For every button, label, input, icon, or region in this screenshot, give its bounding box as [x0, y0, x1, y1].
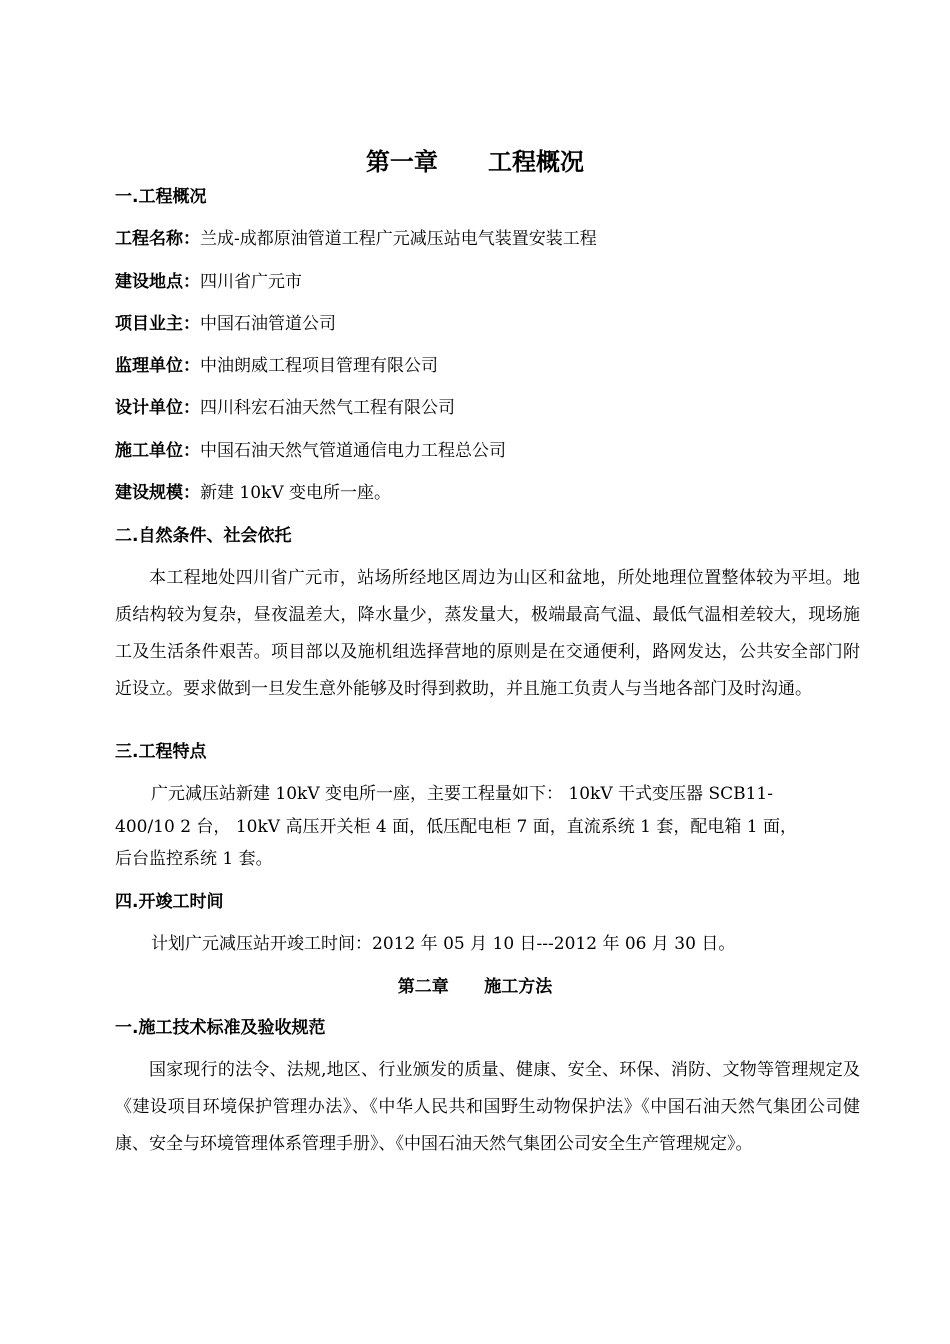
info-row-owner — [115, 310, 336, 338]
info-label: 监理单位： — [115, 356, 200, 376]
info-label: 施工单位： — [115, 441, 200, 461]
standards-paragraph: 国家现行的法令、法规,地区、行业颁发的质量、健康、安全、环保、消防、文物等管理规定及《建设项目环境保护管理办法》、《中华人民共和国野生动物保护法》《中国石油天然气集团公司健康、安全与环境管理体系管理手册》、《中国石油天然气集团公司安全生产管理规定》。 — [115, 1060, 860, 1154]
info-row-designer — [115, 394, 455, 422]
info-row-scale — [115, 479, 391, 507]
features-line-2: 400/10 2 台， 10kV 高压开关柜 4 面，低压配电柜 7 面，直流系统 1 套，配电箱 1 面， — [115, 817, 797, 837]
info-value: 中国石油管道公司 — [200, 314, 336, 334]
section-heading-natural-conditions: 二.自然条件、社会依托 — [115, 526, 292, 546]
chapter1-title: 第一章 工程概况 — [365, 148, 585, 176]
section-heading-overview: 一.工程概况 — [115, 187, 207, 207]
info-value: 中油朗威工程项目管理有限公司 — [200, 356, 438, 376]
info-value: 中国石油天然气管道通信电力工程总公司 — [200, 441, 506, 461]
section-heading-schedule: 四.开竣工时间 — [115, 892, 224, 912]
info-value: 兰成-成都原油管道工程广元减压站电气装置安装工程 — [200, 229, 597, 249]
info-row-project-name — [115, 225, 597, 253]
features-line-1: 广元减压站新建 10kV 变电所一座，主要工程量如下： 10kV 干式变压器 SCB11- — [151, 784, 773, 804]
info-value: 新建 10kV 变电所一座。 — [200, 483, 392, 503]
info-row-location — [115, 268, 302, 296]
chapter2-title: 第二章 施工方法 — [397, 977, 553, 997]
info-label: 建设地点： — [115, 272, 200, 292]
info-label: 工程名称： — [115, 229, 200, 249]
features-line-3: 后台监控系统 1 套。 — [115, 849, 273, 869]
section-heading-features: 三.工程特点 — [115, 742, 207, 762]
info-row-contractor — [115, 437, 506, 465]
section-heading-standards: 一.施工技术标准及验收规范 — [115, 1018, 326, 1038]
info-value: 四川省广元市 — [200, 272, 302, 292]
info-label: 建设规模： — [115, 483, 200, 503]
schedule-text: 计划广元减压站开竣工时间：2012 年 05 月 10 日---2012 年 06 月 30 日。 — [151, 934, 736, 954]
info-row-supervisor — [115, 352, 438, 380]
natural-conditions-paragraph: 本工程地处四川省广元市，站场所经地区周边为山区和盆地，所处地理位置整体较为平坦。地质结构较为复杂，昼夜温差大，降水量少，蒸发量大，极端最高气温、最低气温相差较大，现场施工及生活条件艰苦。项目部以及施机组选择营地的原则是在交通便利，路网发达，公共安全部门附近设立。要求做到一旦发生意外能够及时得到救助，并且施工负责人与当地各部门及时沟通。 — [115, 568, 860, 699]
info-label: 项目业主： — [115, 314, 200, 334]
info-label: 设计单位： — [115, 398, 200, 418]
info-value: 四川科宏石油天然气工程有限公司 — [200, 398, 455, 418]
